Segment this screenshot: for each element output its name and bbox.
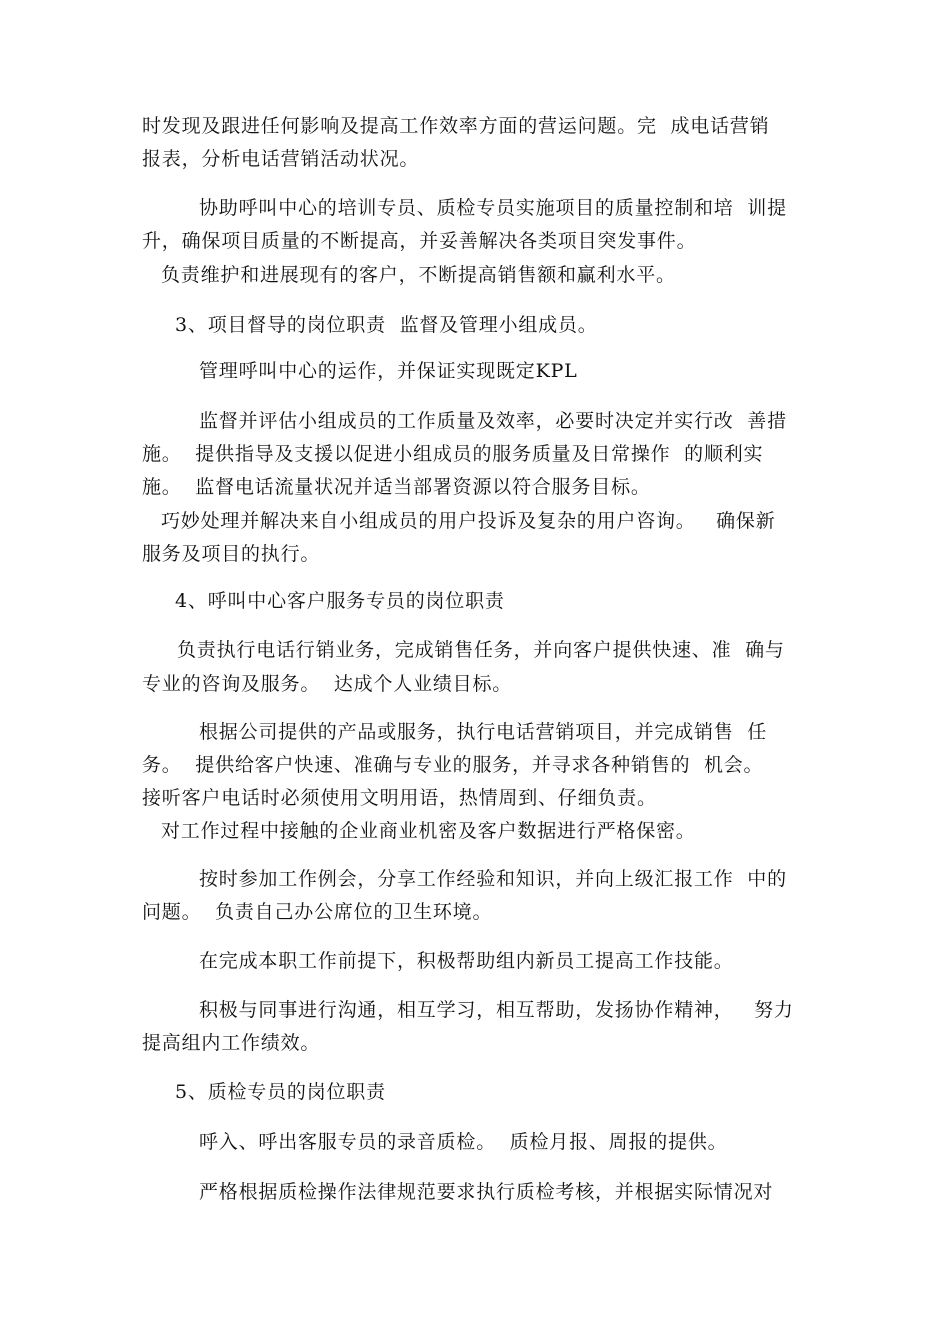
text-line: 升，确保项目质量的不断提高，并妥善解决各类项目突发事件。 bbox=[142, 230, 697, 252]
text-line: 积极与同事进行沟通，相互学习，相互帮助，发扬协作精神， 努力 bbox=[199, 999, 794, 1021]
text-line: 按时参加工作例会，分享工作经验和知识，并向上级汇报工作 中的 bbox=[199, 868, 787, 890]
text-line: 时发现及跟进任何影响及提高工作效率方面的营运问题。完 成电话营销 bbox=[142, 115, 770, 137]
text-line: 在完成本职工作前提下，积极帮助组内新员工提高工作技能。 bbox=[199, 950, 734, 972]
section-heading: 5、质检专员的岗位职责 bbox=[175, 1081, 386, 1103]
text-line: 负责维护和进展现有的客户，不断提高销售额和赢利水平。 bbox=[161, 264, 676, 286]
text-line: 管理呼叫中心的运作，并保证实现既定KPL bbox=[199, 360, 578, 382]
text-line: 对工作过程中接触的企业商业机密及客户数据进行严格保密。 bbox=[161, 820, 696, 842]
text-line: 专业的咨询及服务。 达成个人业绩目标。 bbox=[142, 673, 513, 695]
text-line: 根据公司提供的产品或服务，执行电话营销项目，并完成销售 任 bbox=[199, 721, 768, 743]
text-line: 问题。 负责自己办公席位的卫生环境。 bbox=[142, 901, 493, 923]
text-line: 协助呼叫中心的培训专员、质检专员实施项目的质量控制和培 训提 bbox=[199, 197, 787, 219]
text-line: 呼入、呼出客服专员的录音质检。 质检月报、周报的提供。 bbox=[199, 1131, 728, 1153]
text-line: 严格根据质检操作法律规范要求执行质检考核，并根据实际情况对 bbox=[199, 1181, 774, 1203]
text-line: 报表，分析电话营销活动状况。 bbox=[142, 148, 420, 170]
text-line: 提高组内工作绩效。 bbox=[142, 1032, 321, 1054]
section-heading: 3、项目督导的岗位职责 监督及管理小组成员。 bbox=[175, 314, 598, 336]
text-line: 务。 提供给客户快速、准确与专业的服务，并寻求各种销售的 机会。 bbox=[142, 754, 764, 776]
text-line: 监督并评估小组成员的工作质量及效率，必要时决定并实行改 善措 bbox=[199, 410, 787, 432]
text-line: 服务及项目的执行。 bbox=[142, 543, 321, 565]
text-line: 施。 提供指导及支援以促进小组成员的服务质量及日常操作 的顺利实 bbox=[142, 443, 764, 465]
text-line: 接听客户电话时必须使用文明用语，热情周到、仔细负责。 bbox=[142, 787, 657, 809]
text-line: 施。 监督电话流量状况并适当部署资源以符合服务目标。 bbox=[142, 476, 651, 498]
section-heading: 4、呼叫中心客户服务专员的岗位职责 bbox=[175, 590, 505, 612]
text-line: 巧妙处理并解决来自小组成员的用户投诉及复杂的用户咨询。 确保新 bbox=[161, 510, 776, 532]
text-line: 负责执行电话行销业务，完成销售任务，并向客户提供快速、准 确与 bbox=[177, 639, 785, 661]
